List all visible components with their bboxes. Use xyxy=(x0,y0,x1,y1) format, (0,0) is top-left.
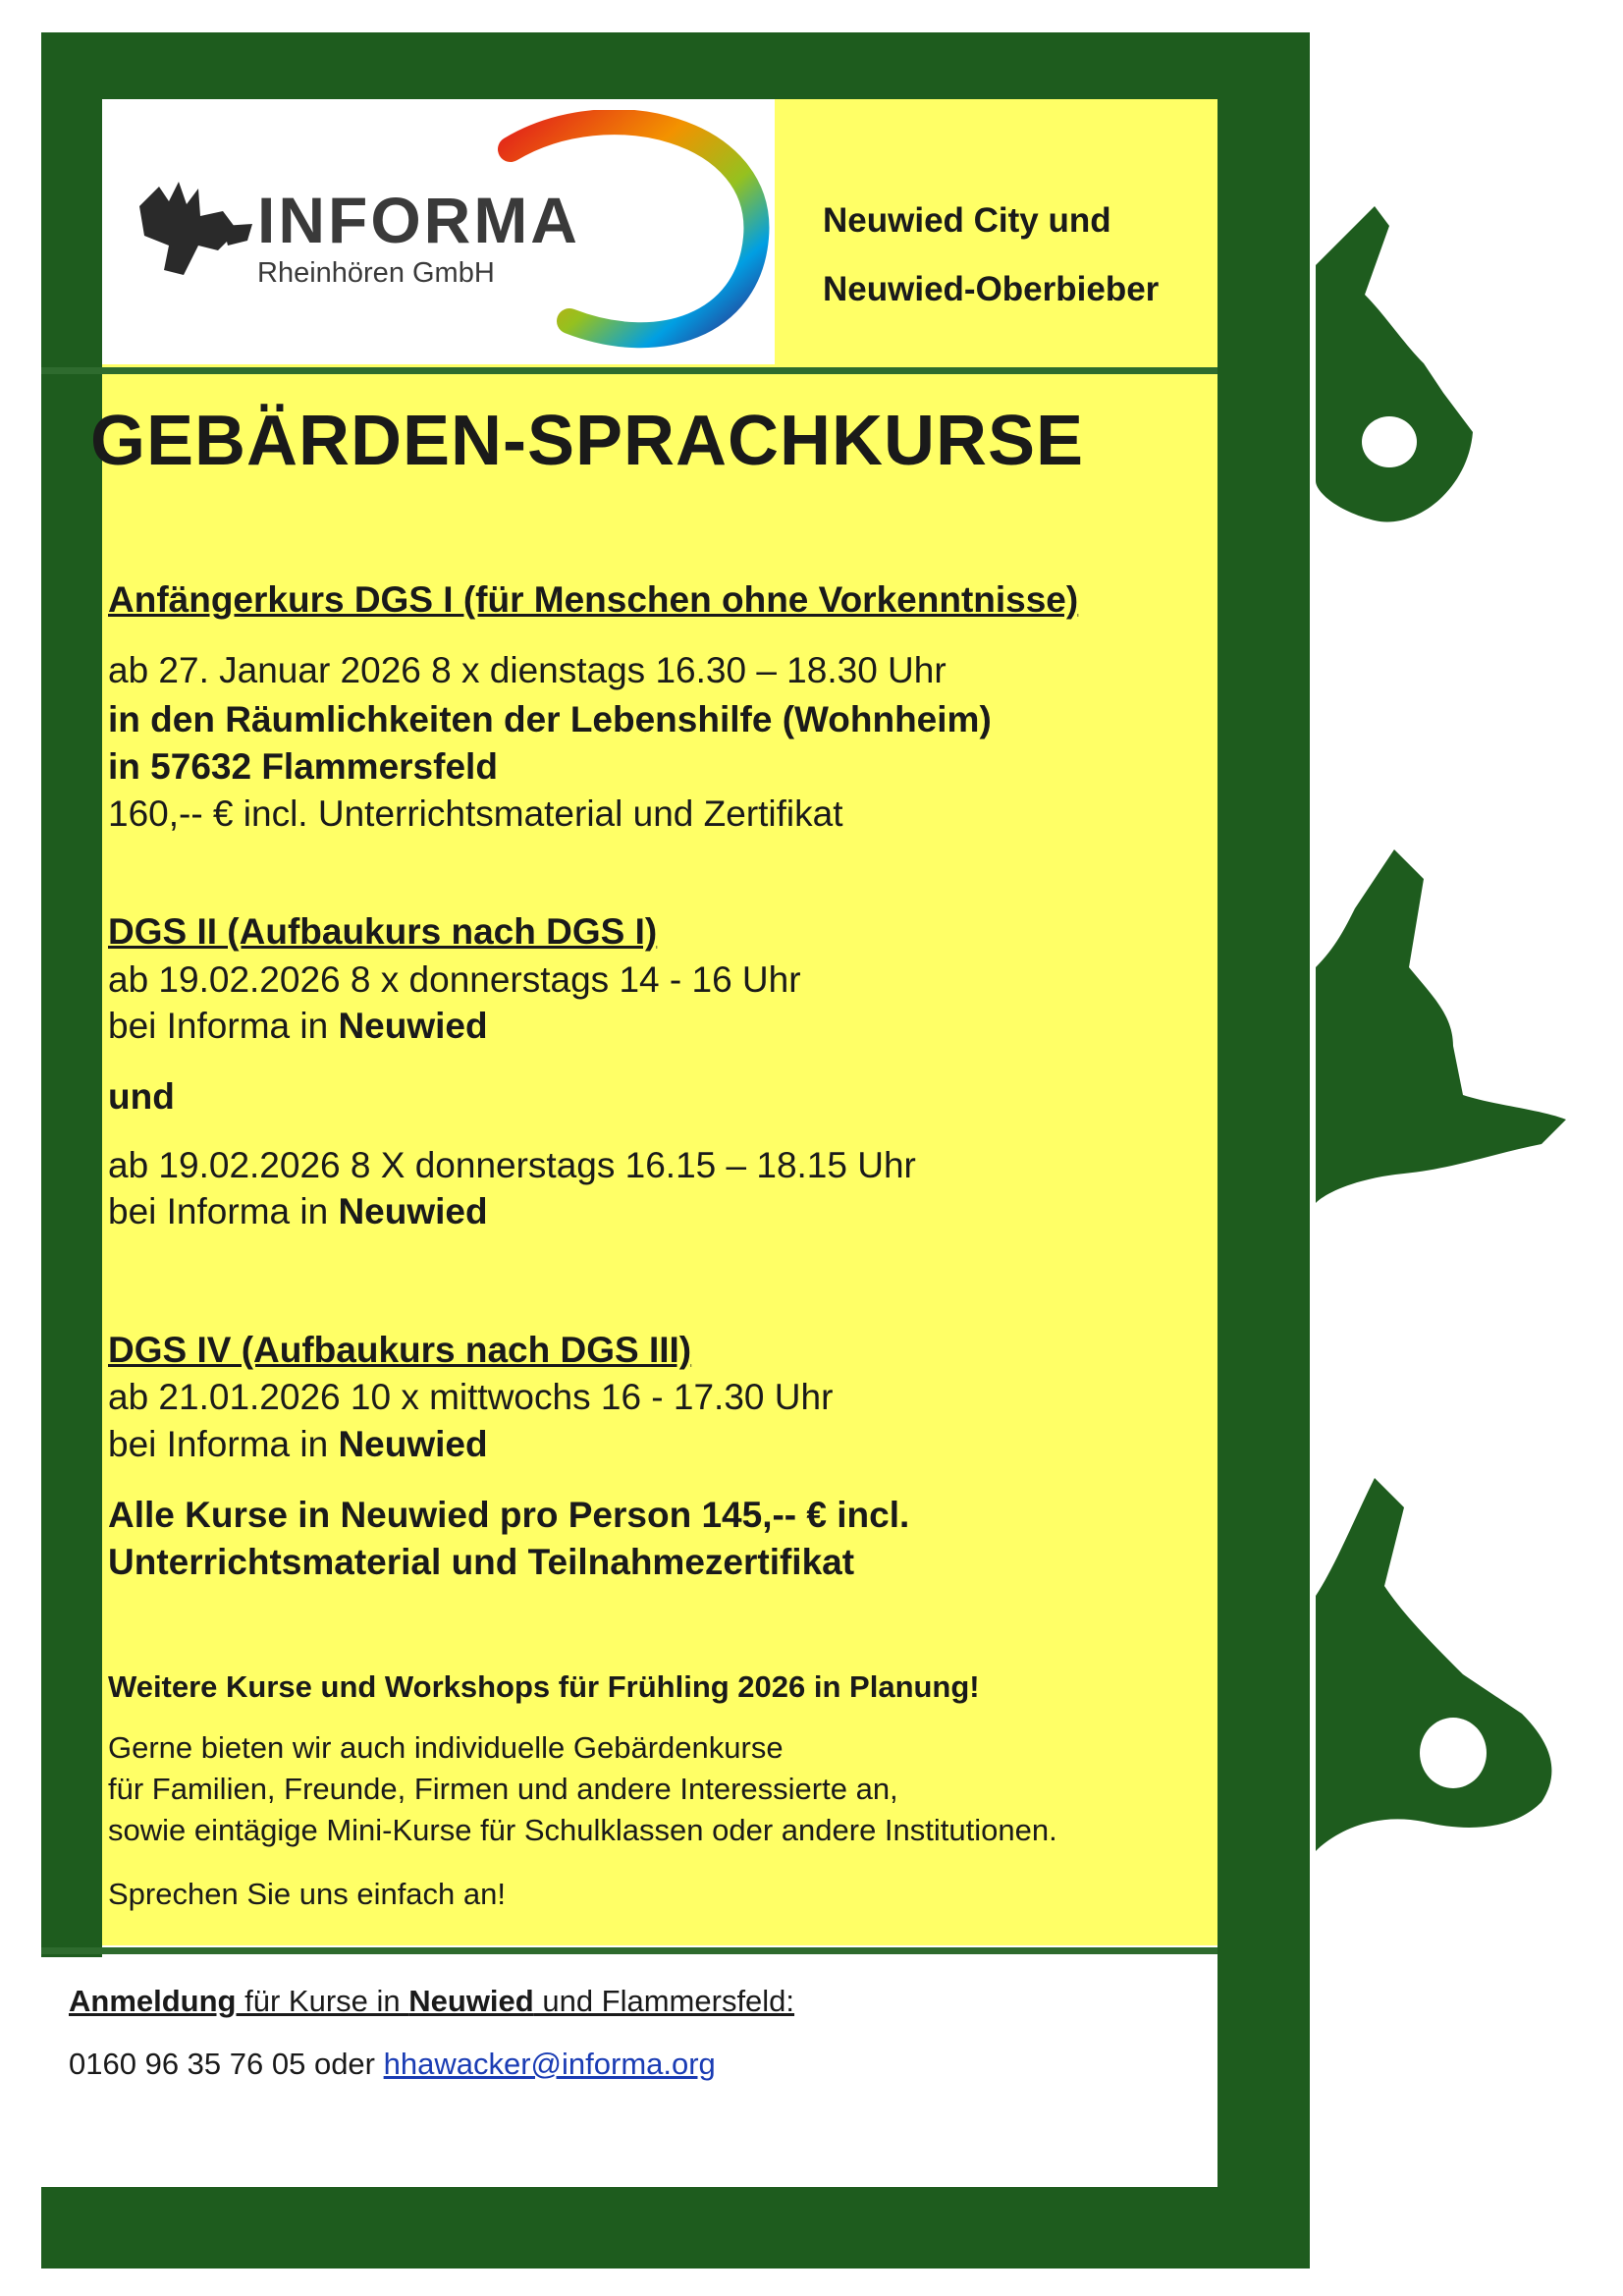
contact-line xyxy=(69,2047,716,2082)
logo-company: Rheinhören GmbH xyxy=(257,257,495,289)
more-contact: Sprechen Sie uns einfach an! xyxy=(108,1877,506,1911)
location-line-1: Neuwied City und xyxy=(823,201,1111,240)
course2-location-2: bei Informa in Neuwied xyxy=(108,1191,488,1231)
course3-schedule: ab 21.01.2026 10 x mittwochs 16 - 17.30 Uhr xyxy=(108,1377,834,1417)
frame-left xyxy=(41,32,102,1957)
phone-number: 0160 96 35 76 05 oder xyxy=(69,2047,384,2081)
price-note-2: Unterrichtsmaterial und Teilnahmezertifikat xyxy=(108,1542,855,1582)
logo-name: INFORMA xyxy=(257,184,580,256)
course2-schedule-2: ab 19.02.2026 8 X donnerstags 16.15 – 18.15 Uhr xyxy=(108,1145,916,1185)
course2-schedule-1: ab 19.02.2026 8 x donnerstags 14 - 16 Uhr xyxy=(108,959,801,1000)
more-line-3: sowie eintägige Mini-Kurse für Schulklassen oder andere Institutionen. xyxy=(108,1813,1057,1847)
signing-hands-icon xyxy=(130,177,257,285)
price-note-1: Alle Kurse in Neuwied pro Person 145,-- € incl. xyxy=(108,1495,910,1535)
registration-line: Anmeldung für Kurse in Neuwied und Flammersfeld: xyxy=(69,1984,795,2018)
more-line-2: für Familien, Freunde, Firmen und andere Interessierte an, xyxy=(108,1772,898,1806)
page-title: GEBÄRDEN-SPRACHKURSE xyxy=(90,402,1085,480)
email-link[interactable]: hhawacker@informa.org xyxy=(383,2047,716,2081)
ok-hand-sign-icon xyxy=(1296,1478,1571,1890)
separator-top xyxy=(41,367,1217,374)
thumb-pinky-hand-sign-icon xyxy=(1296,849,1571,1213)
frame-top xyxy=(41,32,1310,99)
more-line-1: Gerne bieten wir auch individuelle Gebärdenkurse xyxy=(108,1730,784,1765)
course1-price: 160,-- € incl. Unterrichtsmaterial und Zertifikat xyxy=(108,793,843,834)
course2-and: und xyxy=(108,1076,175,1117)
more-heading: Weitere Kurse und Workshops für Frühling 2026 in Planung! xyxy=(108,1669,980,1704)
course1-place-1: in den Räumlichkeiten der Lebenshilfe (Wohnheim) xyxy=(108,699,992,739)
course3-location: bei Informa in Neuwied xyxy=(108,1424,488,1464)
location-line-2: Neuwied-Oberbieber xyxy=(823,270,1160,308)
course1-place-2: in 57632 Flammersfeld xyxy=(108,746,498,787)
course2-heading: DGS II (Aufbaukurs nach DGS I) xyxy=(108,911,658,952)
separator-bottom xyxy=(41,1947,1217,1954)
frame-bottom xyxy=(41,2187,1310,2269)
course3-heading: DGS IV (Aufbaukurs nach DGS III) xyxy=(108,1330,692,1370)
course1-schedule: ab 27. Januar 2026 8 x dienstags 16.30 – 18.30 Uhr xyxy=(108,650,947,690)
course2-location-1: bei Informa in Neuwied xyxy=(108,1006,488,1046)
course1-heading: Anfängerkurs DGS I (für Menschen ohne Vorkenntnisse) xyxy=(108,579,1079,620)
ok-hand-sign-icon xyxy=(1296,206,1492,629)
